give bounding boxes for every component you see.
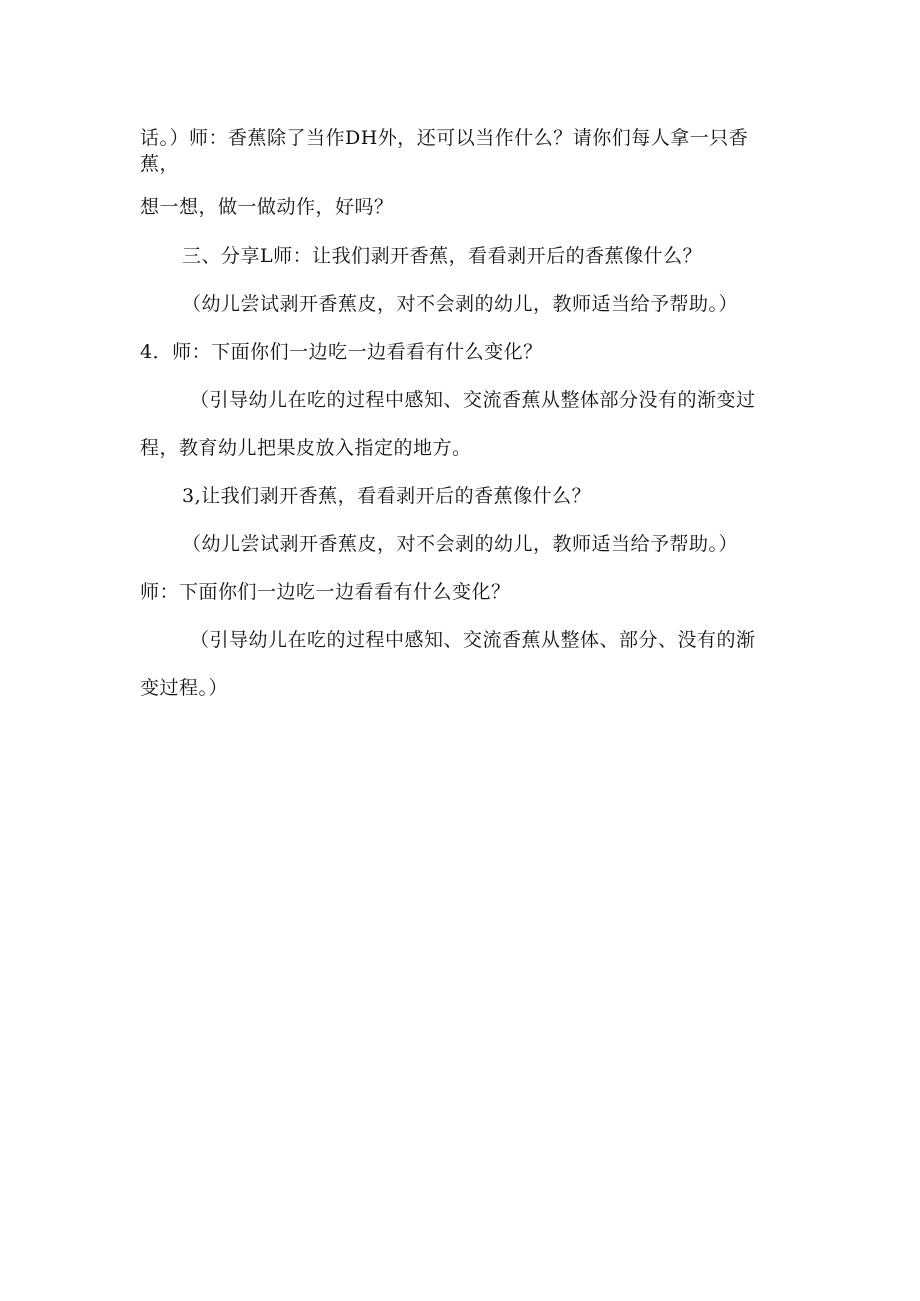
text-line-6: 4．师：下面你们一边吃一边看看有什么变化？ xyxy=(140,341,543,363)
text-line-11: 师：下面你们一边吃一边看看有什么变化？ xyxy=(140,581,511,603)
text-line-1: 话。）师：香蕉除了当作DH外，还可以当作什么？请你们每人拿一只香 xyxy=(140,127,749,149)
text-line-8: 程，教育幼儿把果皮放入指定的地方。 xyxy=(140,437,472,459)
text-line-7: （引导幼儿在吃的过程中感知、交流香蕉从整体部分没有的渐变过 xyxy=(190,389,756,411)
text-line-13: 变过程。） xyxy=(140,677,229,699)
text-line-12: （引导幼儿在吃的过程中感知、交流香蕉从整体、部分、没有的渐 xyxy=(190,629,756,651)
text-line-2: 蕉， xyxy=(140,153,180,175)
text-line-9: 3,让我们剥开香蕉，看看剥开后的香蕉像什么？ xyxy=(182,485,592,507)
text-line-5: （幼儿尝试剥开香蕉皮，对不会剥的幼儿，教师适当给予帮助。） xyxy=(182,293,739,315)
text-line-3: 想一想，做一做动作，好吗？ xyxy=(140,196,394,218)
text-line-10: （幼儿尝试剥开香蕉皮，对不会剥的幼儿，教师适当给予帮助。） xyxy=(182,533,739,555)
text-line-4: 三、分享L师：让我们剥开香蕉，看看剥开后的香蕉像什么？ xyxy=(182,245,703,267)
